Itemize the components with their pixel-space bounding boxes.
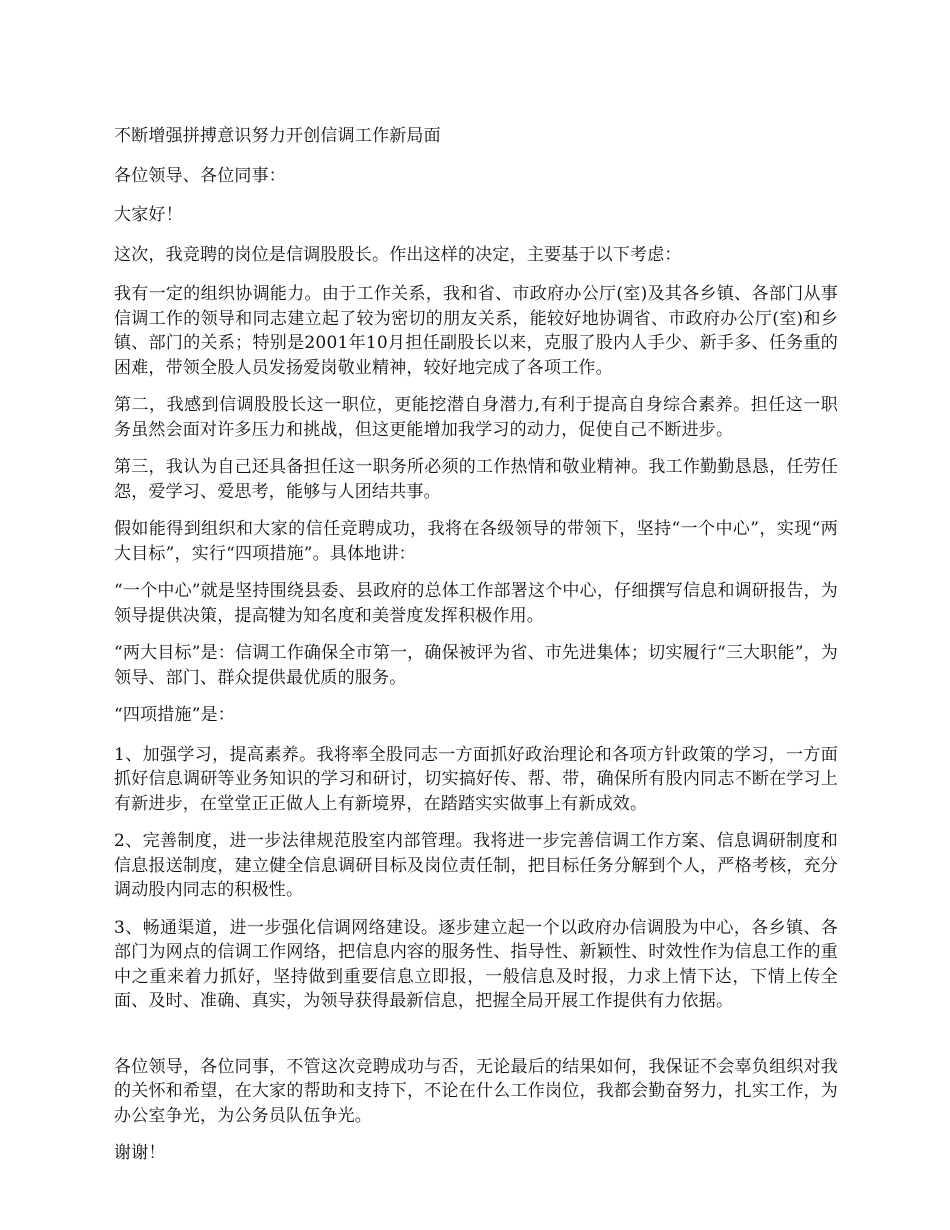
salutation: 各位领导、各位同事：	[114, 165, 286, 186]
reason-paragraph-3: 第三，我认为自己还具备担任这一职务所必须的工作热情和敬业精神。我工作勤勤恳恳，任劳任怨，爱学习、爱思考，能够与人团结共事。	[114, 457, 838, 502]
reason-paragraph-1: 我有一定的组织协调能力。由于工作关系，我和省、市政府办公厅(室)及其各乡镇、各部门从事信调工作的领导和同志建立起了较为密切的朋友关系，能较好地协调省、市政府办公厅(室)和乡镇、部门的关系；特别是2001年10月担任副股长以来，克服了股内人手少、新手多、任务重的困难，带领全股人员发扬爱岗敬业精神，较好地完成了各项工作。	[114, 284, 838, 378]
four-measures-label: “四项措施”是：	[114, 705, 235, 725]
measure-paragraph-3: 3、畅通渠道，进一步强化信调网络建设。逐步建立起一个以政府办信调股为中心，各乡镇、各部门为网点的信调工作网络，把信息内容的服务性、指导性、新颖性、时效性作为信息工作的重中之重来着力抓好，坚持做到重要信息立即报，一般信息及时报，力求上情下达，下情上传全面、及时、准确、真实，为领导获得最新信息，把握全局开展工作提供有力依据。	[114, 917, 838, 1011]
measure-paragraph-1: 1、加强学习，提高素养。我将率全股同志一方面抓好政治理论和各项方针政策的学习，一方面抓好信息调研等业务知识的学习和研讨，切实搞好传、帮、带，确保所有股内同志不断在学习上有新进步，在堂堂正正做人上有新境界，在踏踏实实做事上有新成效。	[114, 744, 838, 814]
blank-gap	[114, 1027, 838, 1055]
document-title: 不断增强拼搏意识努力开创信调工作新局面	[114, 126, 441, 146]
document-page	[114, 124, 838, 1181]
closing-paragraph: 各位领导，各位同事，不管这次竞聘成功与否，无论最后的结果如何，我保证不会辜负组织对我的关怀和希望，在大家的帮助和支持下，不论在什么工作岗位，我都会勤奋努力，扎实工作，为办公室争光，为公务员队伍争光。	[114, 1056, 838, 1126]
thanks-line: 谢谢！	[114, 1143, 166, 1163]
intro-paragraph: 这次，我竞聘的岗位是信调股股长。作出这样的决定，主要基于以下考虑：	[114, 244, 682, 265]
one-center-paragraph: “一个中心”就是坚持围绕县委、县政府的总体工作部署这个中心，仔细撰写信息和调研报告，为领导提供决策，提高犍为知名度和美誉度发挥积极作用。	[114, 581, 838, 626]
plan-intro-paragraph: 假如能得到组织和大家的信任竞聘成功，我将在各级领导的带领下，坚持“一个中心”，实现“两大目标”，实行“四项措施”。具体地讲：	[114, 519, 838, 564]
reason-paragraph-2: 第二，我感到信调股股长这一职位，更能挖潜自身潜力,有利于提高自身综合素养。担任这一职务虽然会面对许多压力和挑战，但这更能增加我学习的动力，促使自己不断进步。	[114, 395, 838, 440]
greeting: 大家好！	[114, 205, 183, 225]
measure-paragraph-2: 2、完善制度，进一步法律规范股室内部管理。我将进一步完善信调工作方案、信息调研制度和信息报送制度，建立健全信息调研目标及岗位责任制，把目标任务分解到个人，严格考核，充分调动股内同志的积极性。	[114, 831, 838, 900]
two-goals-paragraph: “两大目标”是：信调工作确保全市第一，确保被评为省、市先进集体；切实履行“三大职能”，为领导、部门、群众提供最优质的服务。	[114, 643, 838, 688]
